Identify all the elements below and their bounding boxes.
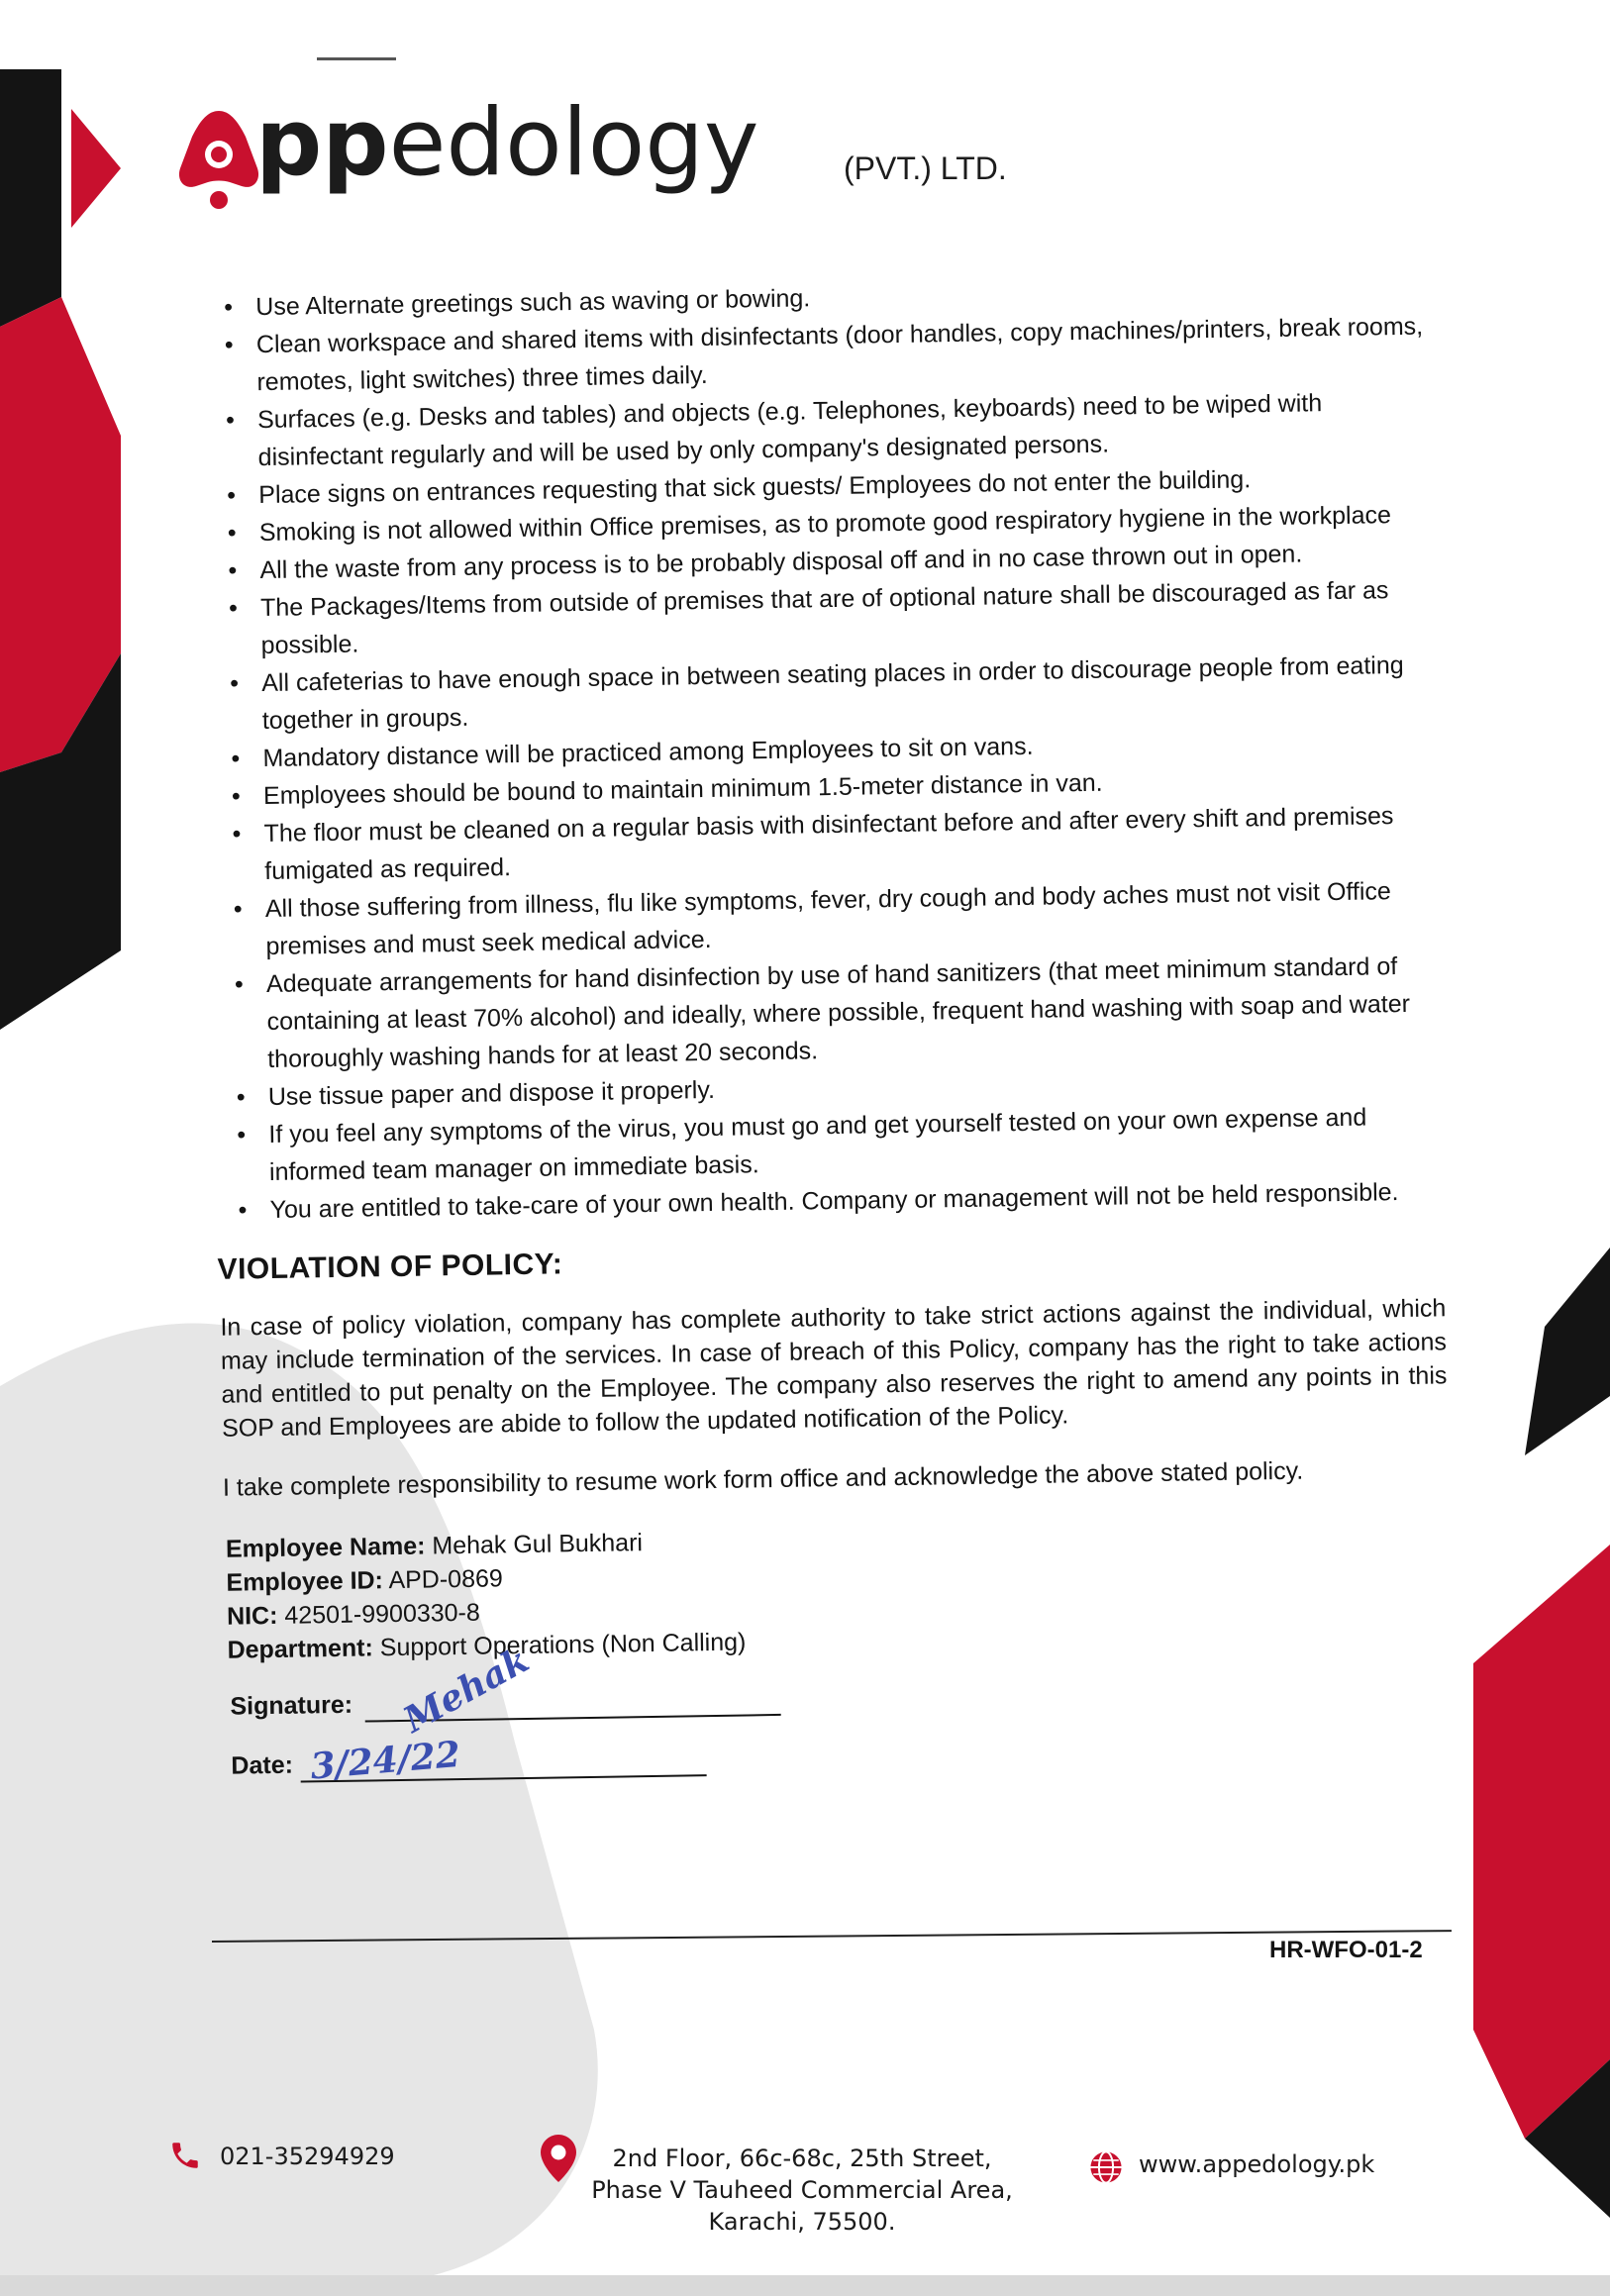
nic-value: 42501-9900330-8 — [284, 1598, 481, 1630]
list-item: • Use tissue paper and dispose it properly. — [268, 1059, 1439, 1116]
bottom-strip — [0, 2275, 1610, 2296]
logo-wordmark-strong: pp — [255, 89, 389, 197]
left-black-band-top — [0, 69, 61, 327]
list-item: • Use Alternate greetings such as waving or bowing. — [255, 270, 1426, 327]
logo-suffix: (PVT.) LTD. — [844, 150, 1007, 186]
list-item: • Employees should be bound to maintain minimum 1.5-meter distance in van. — [263, 758, 1434, 815]
list-item: • All cafeterias to have enough space in between seating places in order to discourage people from eating together in groups. — [261, 646, 1433, 740]
date-label: Date: — [231, 1750, 294, 1780]
signature-label: Signature: — [230, 1690, 353, 1721]
list-item: • Surfaces (e.g. Desks and tables) and objects (e.g. Telephones, keyboards) need to be wiped with disinfectant regularly and will be used by only company's designated persons. — [257, 383, 1429, 477]
employee-name-value: Mehak Gul Bukhari — [432, 1529, 644, 1560]
handwritten-signature: Mehak — [396, 1639, 537, 1742]
employee-name-label: Employee Name: — [225, 1532, 426, 1563]
department-label: Department: — [227, 1634, 374, 1664]
location-pin-icon — [541, 2135, 576, 2182]
employee-id-label: Employee ID: — [226, 1566, 384, 1597]
list-item: • Mandatory distance will be practiced among Employees to sit on vans. — [262, 721, 1433, 777]
address-line-3: Karachi, 75500. — [708, 2208, 896, 2236]
employee-details — [226, 1513, 1448, 1666]
globe-icon — [1089, 2150, 1123, 2184]
department-value: Support Operations (Non Calling) — [379, 1628, 747, 1662]
violation-paragraph: In case of policy violation, company has complete authority to take strict actions against the individual, which may include termination of the services. In case of breach of this Policy, company has the right to take actions and entitled to put penalty on the Employee. The company also reserves the right to amend any points in this SOP and Employees are abide to follow the updated notification of the Policy. — [220, 1294, 1448, 1443]
address-line-1: 2nd Floor, 66c-68c, 25th Street, — [612, 2145, 992, 2172]
list-item: • All those suffering from illness, flu like symptoms, fever, dry cough and body aches must not visit Office premises and must seek medical advice. — [265, 871, 1437, 965]
violation-heading: VIOLATION OF POLICY: — [217, 1248, 563, 1286]
right-black-band — [1525, 1248, 1610, 1455]
document-reference: HR-WFO-01-2 — [1269, 1937, 1423, 1963]
list-item: • Clean workspace and shared items with disinfectants (door handles, copy machines/printers, break rooms, remotes, light switches) three times daily. — [256, 308, 1428, 402]
employee-id-value: APD-0869 — [388, 1564, 504, 1595]
policy-content — [198, 270, 1450, 1792]
footer-website[interactable]: www.appedology.pk — [1139, 2150, 1375, 2178]
logo-a-icon — [178, 107, 259, 210]
handwritten-date: 3/24/22 — [308, 1733, 462, 1788]
list-item: • All the waste from any process is to be probably disposal off and in no case thrown out in open. — [259, 533, 1430, 589]
logo-wordmark-light: edology — [388, 89, 759, 197]
footer-phone: 021-35294929 — [220, 2143, 395, 2170]
phone-icon — [168, 2139, 202, 2172]
list-item: • The floor must be cleaned on a regular basis with disinfectant before and after every shift and premises fumigated as required. — [263, 796, 1435, 890]
list-item: • If you feel any symptoms of the virus, you must go and get yourself tested on your own expense and informed team manager on immediate basis. — [268, 1097, 1440, 1191]
right-red-band — [1473, 1545, 1610, 2139]
footer-address — [574, 2143, 1030, 2238]
list-item: • The Packages/Items from outside of premises that are of optional nature shall be discouraged as far as possible. — [260, 570, 1432, 664]
acknowledgement-text: I take complete responsibility to resume work form office and acknowledge the above stated policy. — [222, 1456, 1304, 1502]
left-red-chevron — [71, 109, 121, 228]
policy-bullet-list — [198, 270, 1441, 1230]
list-item: • Place signs on entrances requesting that sick guests/ Employees do not enter the building. — [258, 457, 1429, 514]
top-scan-mark — [317, 57, 396, 60]
list-item: • Adequate arrangements for hand disinfection by use of hand sanitizers (that meet minimum standard of containing at least 70% alcohol) and ideally, where possible, frequent hand washing with soap and water thoroughly washing hands for at least 20 seconds. — [266, 947, 1439, 1078]
logo-wordmark — [255, 89, 759, 197]
list-item: • You are entitled to take-care of your own health. Company or management will not be held responsible. — [269, 1172, 1440, 1229]
nic-label: NIC: — [226, 1601, 278, 1631]
address-line-2: Phase V Tauheed Commercial Area, — [591, 2176, 1013, 2204]
list-item: • Smoking is not allowed within Office premises, as to promote good respiratory hygiene in the workplace — [259, 495, 1430, 551]
